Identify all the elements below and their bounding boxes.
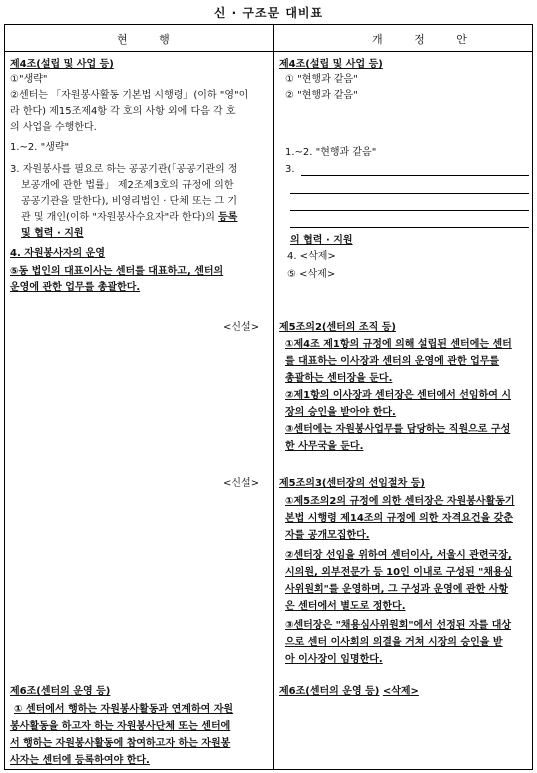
current-line: 의 사업을 수행한다. [10,122,97,133]
revised-line: ①제5조의2의 규정에 의한 센터장은 자원봉사활동기 [285,496,515,507]
revised-article-5-2-title: 제5조의2(센터의 조직 등) [279,322,396,333]
current-underlined-part: 등록 [218,212,238,223]
revised-line: 자를 공개모집한다. [285,530,370,541]
revised-article-6-title: 제6조(센터의 운영 등) [279,686,380,697]
deleted-tag: <삭제> [382,686,419,697]
revised-line: 장의 승인을 받아야 한다. [285,407,396,418]
current-line: 보공개에 관한 법률」 제2조제3호의 규정에 의한 [21,180,234,191]
revised-line: 사위원회"를 운영하며, 그 구성과 운영에 관한 사항 [285,584,509,595]
header-divider [5,51,532,52]
blank-line [290,193,529,194]
current-article-4-title: 제4조(설립 및 사업 등) [10,59,114,70]
revised-line: 를 대표하는 이사장과 센터의 운영에 관한 업무를 [285,356,500,367]
current-article-6-title: 제6조(센터의 운영 등) [10,686,111,697]
revised-line: ② "현행과 같음" [285,90,358,101]
revised-line: ③센터장은 "채용심사위원회"에서 선정된 자를 대상 [285,620,512,631]
current-line: 1.~2. "생략" [10,142,70,153]
comparison-table [4,24,533,770]
revised-line: 의 협력 · 지원 [290,235,353,246]
revised-line: ⑤ <삭제> [287,269,336,280]
current-line: ⑤동 법인의 대표이사는 센터를 대표하고, 센터의 [10,266,224,277]
current-line: 서 행하는 자원봉사활동에 참여하고자 하는 자원봉 [10,738,231,749]
revised-line: 총괄하는 센터장을 둔다. [285,373,393,384]
revised-line: 시의원, 외부전문가 등 10인 이내로 구성된 "채용심 [285,567,513,578]
current-line: ①"생략" [10,74,48,85]
current-line: 봉사활동을 하고자 하는 자원봉사단체 또는 센터에 [10,721,231,732]
revised-line: ②센터장 선임을 위하여 센터이사, 서울시 관련국장, [285,550,512,561]
revised-line: ③센터에는 자원봉사업무를 담당하는 직원으로 구성 [285,424,511,435]
current-line-part: 관 및 개인(이하 "자원봉사수요자"라 한다)의 [21,212,219,223]
header-current: 현 행 [117,33,184,46]
revised-line: ②제1항의 이사장과 센터장은 센터에서 선임하여 시 [285,390,512,401]
revised-line: ① "현행과 같음" [285,74,358,85]
current-line: 운영에 관한 업무를 총괄한다. [10,282,141,293]
revised-article-5-3-title: 제5조의3(센터장의 선임절차 등) [279,478,425,489]
current-line [21,211,237,224]
revised-line: 1.~2. "현행과 같음" [285,147,377,158]
current-line: 및 협력 · 지원 [21,228,84,239]
new-provision-tag: <신설> [223,322,260,333]
document-title: 신 · 구조문 대비표 [213,6,324,20]
current-line: 라 한다) 제15조제4항 각 호의 사항 외에 다음 각 호 [10,106,236,117]
revised-line: 으로 센터 이사회의 의결을 거쳐 시장의 승인을 받 [285,637,503,648]
revised-line: 본법 시행령 제14조의 규정에 의한 자격요건을 갖춘 [285,513,514,524]
revised-line: ①제4조 제1항의 규정에 의해 설립된 센터에는 센터 [285,339,512,350]
revised-line: 3. [285,164,295,175]
blank-line [301,175,529,176]
revised-line: 4. <삭제> [287,251,336,262]
current-line: 사자는 센터에 등록하여야 한다. [10,755,150,766]
current-line: 3. 자원봉사를 필요로 하는 공공기관(「공공기관의 정 [10,164,238,175]
new-provision-tag: <신설> [223,478,260,489]
current-line: 4. 자원봉사자의 운영 [10,248,105,259]
blank-line [290,227,529,228]
revised-line: 은 센터에서 별도로 정한다. [285,601,406,612]
blank-line [290,210,529,211]
revised-line: 아 이사장이 임명한다. [285,654,383,665]
current-line: ②센터는 「자원봉사활동 기본법 시행령」(이하 "영"이 [10,90,249,101]
revised-article-4-title: 제4조(설립 및 사업 등) [279,59,383,70]
revised-article-6-line [279,685,419,698]
current-line: ① 센터에서 행하는 자원봉사활동과 연계하여 자원 [14,704,234,715]
current-line: 공공기관을 말한다), 비영리법인 · 단체 또는 그 기 [21,196,238,207]
revised-line: 한 사무국을 둔다. [285,441,364,452]
header-revised: 개 정 안 [372,33,481,46]
column-divider [273,25,274,769]
